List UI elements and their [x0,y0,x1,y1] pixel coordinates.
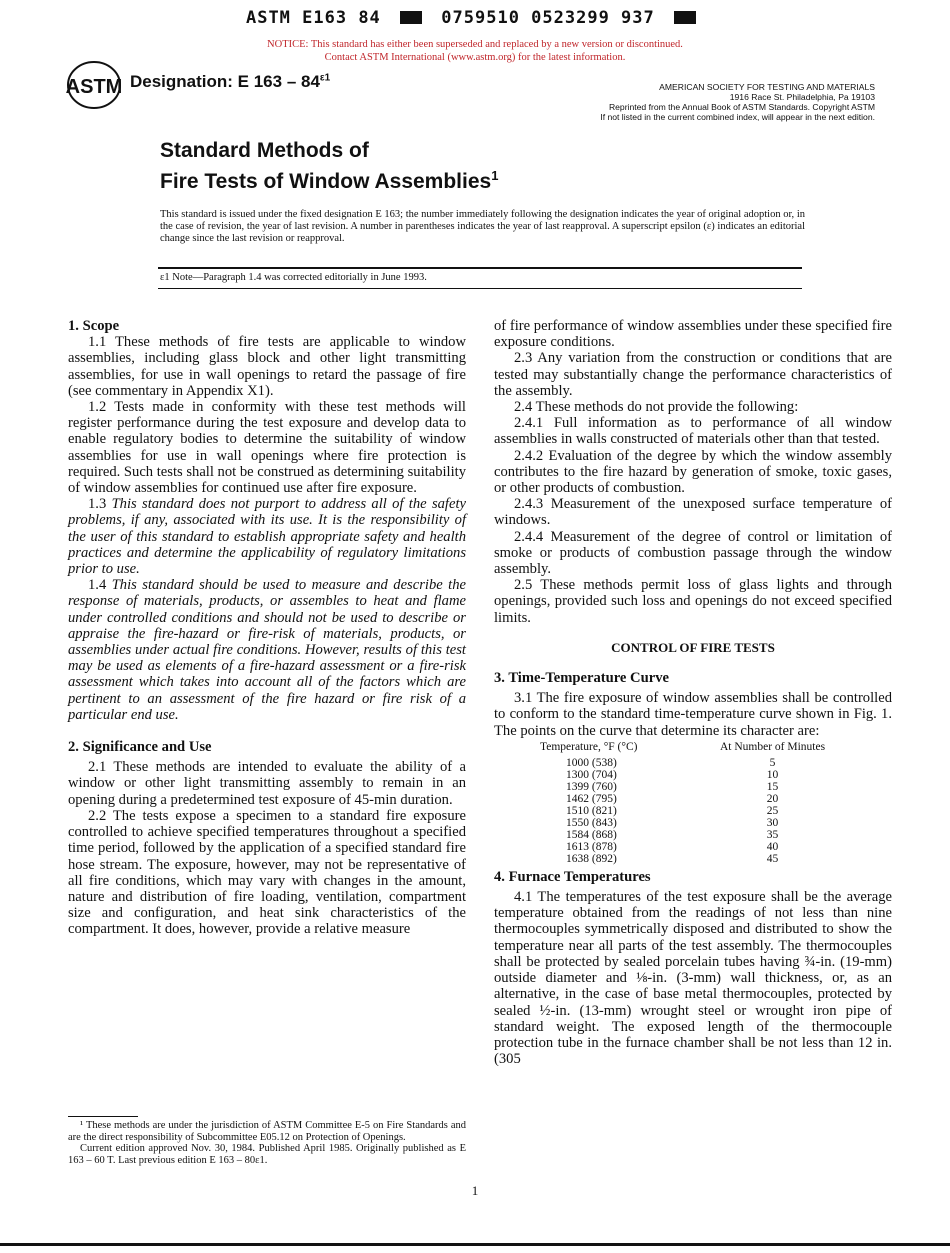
section-heading-significance: 2. Significance and Use [68,739,212,756]
table-row [540,781,825,793]
paragraph-4-1: 4.1 The temperatures of the test exposure shall be the average temperature obtained from the readings of not less than nine thermocouples symmetrically disposed and distributed to show the temperature near all parts of the test assembly. The thermocouples shall be protected by sealed porcelain tubes having ¾-in. (19-mm) outside diameter and ⅛-in. (3-mm) wall thickness, or, as an alternative, in the case of base metal thermocouples, protected by sealed ½-in. (13-mm) wrought steel or wrought iron pipe of standard weight. The exposed length of the thermocouple protection tube in the furnace chamber shall be not less than 12 in. (305 [494,889,892,1068]
minutes-cell: 10 [766,768,779,781]
table-row [540,805,825,817]
table-row [540,793,825,805]
barcode-left-text: ASTM E163 84 [245,8,381,28]
issuance-statement: This standard is issued under the fixed designation E 163; the number immediately following the designation indicates the year of original adoption or, in the case of revision, the year of last revision. A number in parentheses indicates the year of last reapproval. A superscript epsilon (ε) indicates an editorial change since the last revision or reapproval. [160,209,805,244]
paragraph-2-4-2: 2.4.2 Evaluation of the degree by which the window assembly contributes to the fire hazard by generation of smoke, toxic gases, or other products of combustion. [494,447,892,497]
left-column [68,318,466,938]
temperature-cell: 1300 (704) [566,768,617,781]
epsilon-note: ε1 Note—Paragraph 1.4 was corrected editorially in June 1993. [160,272,427,283]
minutes-cell: 30 [766,816,779,829]
paragraph-2-1: 2.1 These methods are intended to evaluate the ability of a window or other light transmitting assembly to remain in an opening during a predetermined test exposure of 45-min duration. [68,759,466,808]
footnote-1: ¹ These methods are under the jurisdiction of ASTM Committee E-5 on Fire Standards and are the direct responsibility of Subcommittee E05.12 on Protection of Openings. [68,1120,466,1143]
designation-text: Designation: E 163 – 84 [130,72,320,91]
section-heading-furnace: 4. Furnace Temperatures [494,868,651,885]
temperature-cell: 1510 (821) [566,804,617,817]
table-row [540,853,825,865]
temperature-cell: 1399 (760) [566,780,617,793]
section-heading-scope: 1. Scope [68,318,120,334]
footnote-divider [68,1116,138,1117]
paragraph-2-4-4: 2.4.4 Measurement of the degree of control or limitation of smoke or products of combustion passage through the window assembly. [494,528,892,578]
table-header-temperature: Temperature, °F (°C) [540,740,638,753]
paragraph-continued: of fire performance of window assemblies under these specified fire exposure conditions. [494,318,892,351]
title-line-1: Standard Methods of [160,139,369,162]
barcode-block [674,11,696,24]
society-address: 1916 Race St. Philadelphia, Pa 19103 [729,92,875,102]
table-row [540,829,825,841]
paragraph-2-4: 2.4 These methods do not provide the following: [514,399,799,416]
divider [158,267,802,269]
paragraph-1-3 [68,496,466,577]
notice-line-1: NOTICE: This standard has either been superseded and replaced by a new version or discontinued. [267,39,683,50]
paragraph-2-5: 2.5 These methods permit loss of glass lights and through openings, provided such loss and openings do not exceed specified limits. [494,577,892,626]
section-heading-time-temperature: 3. Time-Temperature Curve [494,670,669,687]
title-line-2: Fire Tests of Window Assemblies [160,170,492,193]
paragraph-3-1: 3.1 The fire exposure of window assemblies shall be controlled to conform to the standard time-temperature curve shown in Fig. 1. The points on the curve that determine its character are: [494,690,892,739]
table-header-minutes: At Number of Minutes [720,740,826,753]
control-heading: CONTROL OF FIRE TESTS [611,639,775,655]
minutes-cell: 20 [766,792,779,805]
society-block [455,82,875,122]
right-column [494,318,892,1067]
minutes-cell: 45 [766,852,779,865]
astm-logo-icon [66,60,122,110]
minutes-cell: 15 [766,780,779,793]
society-name: AMERICAN SOCIETY FOR TESTING AND MATERIALS [659,82,875,92]
index-notice: If not listed in the current combined index, will appear in the next edition. [600,112,875,122]
barcode-block [400,11,422,24]
paragraph-number: 1.4 [88,577,107,594]
minutes-cell: 25 [766,804,779,817]
paragraph-2-4-3: 2.4.3 Measurement of the unexposed surface temperature of windows. [494,496,892,529]
footnote-2: Current edition approved Nov. 30, 1984. Published April 1985. Originally published as E 163 – 60 T. Last previous edition E 163 – 80ε1. [68,1143,466,1166]
paragraph-text: This standard should be used to measure and describe the response of materials, products, or assembles to heat and flame under controlled conditions and should not be used to describe or appraise the fire-hazard or fire-risk of materials, products, or assemblies under actual fire conditions. However, results of this test may be used as elements of a fire-hazard assessment or a fire-risk assessment which takes into account all of the factors which are pertinent to an assessment of the fire hazard or fire risk of a particular end use. [68,577,466,723]
time-temperature-table [540,741,825,865]
title-footnote-marker: 1 [491,168,499,183]
temperature-cell: 1550 (843) [566,816,617,829]
paragraph-1-1: 1.1 These methods of fire tests are applicable to window assemblies, including glass block and other light transmitting assemblies, for use in wall openings to retard the passage of fire (see commentary in Appendix X1). [68,334,466,399]
table-row [540,817,825,829]
table-row [540,841,825,853]
page-bottom-border [0,1243,950,1246]
footnotes [68,1120,466,1166]
temperature-cell: 1462 (795) [566,792,617,805]
barcode-header [0,8,950,28]
temperature-cell: 1613 (878) [566,840,617,853]
barcode-right-text: 0759510 0523299 937 [441,8,655,28]
paragraph-text: This standard does not purport to address all of the safety problems, if any, associated with its use. It is the responsibility of the user of this standard to establish appropriate safety and health practices and determine the applicability of regulatory limitations prior to use. [68,496,466,578]
logo-text: ASTM [66,76,122,98]
superseded-notice [0,38,950,64]
document-title [160,138,498,194]
paragraph-2-3: 2.3 Any variation from the construction or conditions that are tested may substantially change the performance characteristics of the assembly. [494,350,892,399]
paragraph-1-2: 1.2 Tests made in conformity with these test methods will register performance during the test exposure and develop data to enable regulatory bodies to determine the suitability of window assemblies for use in wall openings where fire protection is required. Such tests shall not be construed as determining suitability of window assemblies for continued use after fire exposure. [68,399,467,497]
divider [158,288,802,289]
reprint-notice: Reprinted from the Annual Book of ASTM Standards. Copyright ASTM [608,102,875,112]
paragraph-number: 1.3 [88,496,107,513]
designation [130,72,330,92]
table-row [540,757,825,769]
table-row [540,769,825,781]
temperature-cell: 1638 (892) [566,852,617,865]
paragraph-1-4 [68,577,466,723]
temperature-cell: 1000 (538) [566,756,617,769]
minutes-cell: 35 [766,828,779,841]
designation-superscript: ε1 [319,72,331,84]
minutes-cell: 40 [766,840,779,853]
page-number: 1 [471,1183,479,1198]
notice-line-2: Contact ASTM International (www.astm.org) for the latest information. [324,52,626,63]
paragraph-2-4-1: 2.4.1 Full information as to performance of all window assemblies in walls constructed of materials other than that tested. [494,415,892,448]
paragraph-2-2: 2.2 The tests expose a specimen to a standard fire exposure controlled to achieve specified temperatures throughout a specified time period, followed by the application of a specified standard fire hose stream. The exposure, however, may not be representative of all fire conditions, which may vary with changes in the amount, nature and distribution of fire loading, ventilation, compartment size and configuration, and heat sink characteristics of the compartment. It does, however, provide a relative measure [68,807,466,938]
minutes-cell: 5 [769,756,776,769]
temperature-cell: 1584 (868) [566,828,617,841]
